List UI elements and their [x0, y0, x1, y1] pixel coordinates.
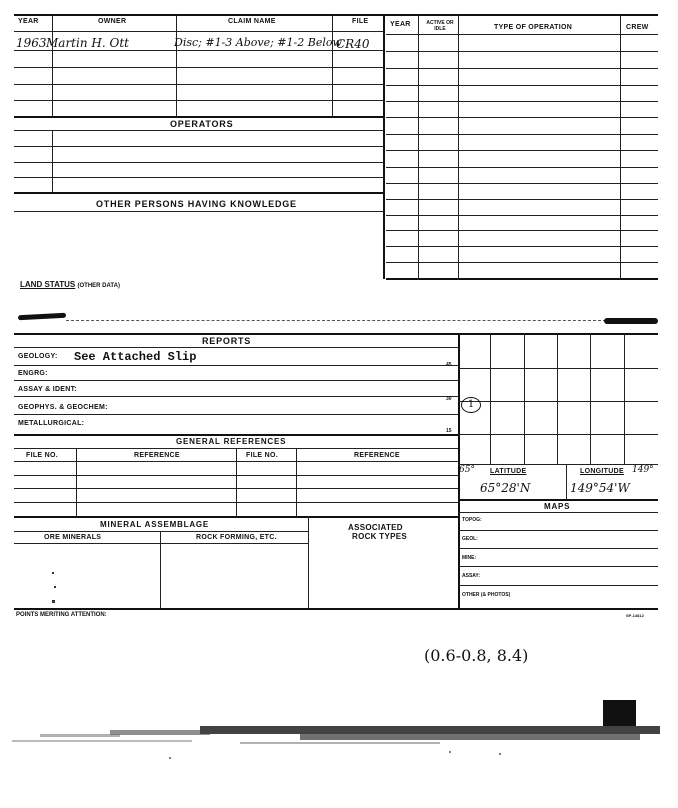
- grid-number-15: 15: [446, 428, 452, 434]
- mineral-assemblage-title: MINERAL ASSEMBLAGE: [100, 520, 210, 529]
- maps-geol-label: GEOL:: [462, 536, 478, 542]
- maps-assay-label: ASSAY:: [462, 573, 481, 579]
- col-claim-name-header: CLAIM NAME: [228, 18, 276, 25]
- latitude-value: 65°28'N: [480, 481, 531, 495]
- ore-minerals-header: ORE MINERALS: [44, 534, 102, 541]
- entry-file: CR40: [336, 37, 370, 51]
- land-status-label: LAND STATUS (OTHER DATA): [20, 280, 120, 289]
- geology-value: See Attached Slip: [74, 350, 197, 364]
- associated-label: ASSOCIATED: [348, 523, 403, 532]
- lon-suffix: 149°: [632, 465, 654, 475]
- col-owner-header: OWNER: [98, 18, 127, 25]
- maps-topog-label: TOPOG:: [462, 517, 482, 523]
- ink-smear: [18, 313, 66, 321]
- geophys-label: GEOPHYS. & GEOCHEM:: [18, 404, 108, 411]
- entry-claim: Disc; #1-3 Above; #1-2 Below: [174, 36, 342, 49]
- other-persons-label: OTHER PERSONS HAVING KNOWLEDGE: [96, 199, 297, 209]
- ref-reference-header: REFERENCE: [134, 452, 180, 459]
- grid-number-30: 30: [446, 396, 452, 402]
- geology-label: GEOLOGY:: [18, 353, 58, 360]
- longitude-label: LONGITUDE: [580, 468, 624, 475]
- entry-year: 1963: [16, 36, 47, 50]
- maps-other-label: OTHER (& PHOTOS): [462, 592, 511, 598]
- general-references-title: GENERAL REFERENCES: [176, 437, 287, 446]
- grid-number-45: 45: [446, 362, 452, 368]
- col-year2-header: YEAR: [390, 21, 411, 28]
- points-meriting-label: POINTS MERITING ATTENTION:: [16, 612, 107, 618]
- col-file-header: FILE: [352, 18, 369, 25]
- reports-title: REPORTS: [202, 336, 252, 346]
- ref-reference2-header: REFERENCE: [354, 452, 400, 459]
- rock-forming-header: ROCK FORMING, ETC.: [196, 534, 277, 541]
- maps-mine-label: MINE:: [462, 555, 477, 561]
- ref-file-no2-header: FILE NO.: [246, 452, 278, 459]
- col-year-header: YEAR: [18, 18, 39, 25]
- rock-types-label: ROCK TYPES: [352, 532, 408, 541]
- maps-title: MAPS: [544, 502, 571, 511]
- operators-label: OPERATORS: [170, 119, 234, 129]
- lat-prefix: 65°: [459, 465, 475, 475]
- handwritten-note: (0.6-0.8, 8.4): [424, 646, 529, 665]
- col-crew-header: CREW: [626, 24, 649, 31]
- engrg-label: ENGRG:: [18, 370, 48, 377]
- longitude-value: 149°54'W: [570, 481, 630, 495]
- entry-owner: Martin H. Ott: [46, 36, 129, 50]
- col-active-header: ACTIVE OR IDLE: [426, 20, 454, 32]
- form-code: SP-14812: [626, 613, 644, 618]
- scan-noise: [0, 690, 678, 790]
- col-type-operation-header: TYPE OF OPERATION: [494, 24, 573, 31]
- circled-mark: 1: [461, 397, 481, 413]
- metallurgical-label: METALLURGICAL:: [18, 420, 85, 427]
- latitude-label: LATITUDE: [490, 468, 527, 475]
- ref-file-no-header: FILE NO.: [26, 452, 58, 459]
- ink-smear: [604, 318, 658, 324]
- assay-label: ASSAY & IDENT:: [18, 386, 78, 393]
